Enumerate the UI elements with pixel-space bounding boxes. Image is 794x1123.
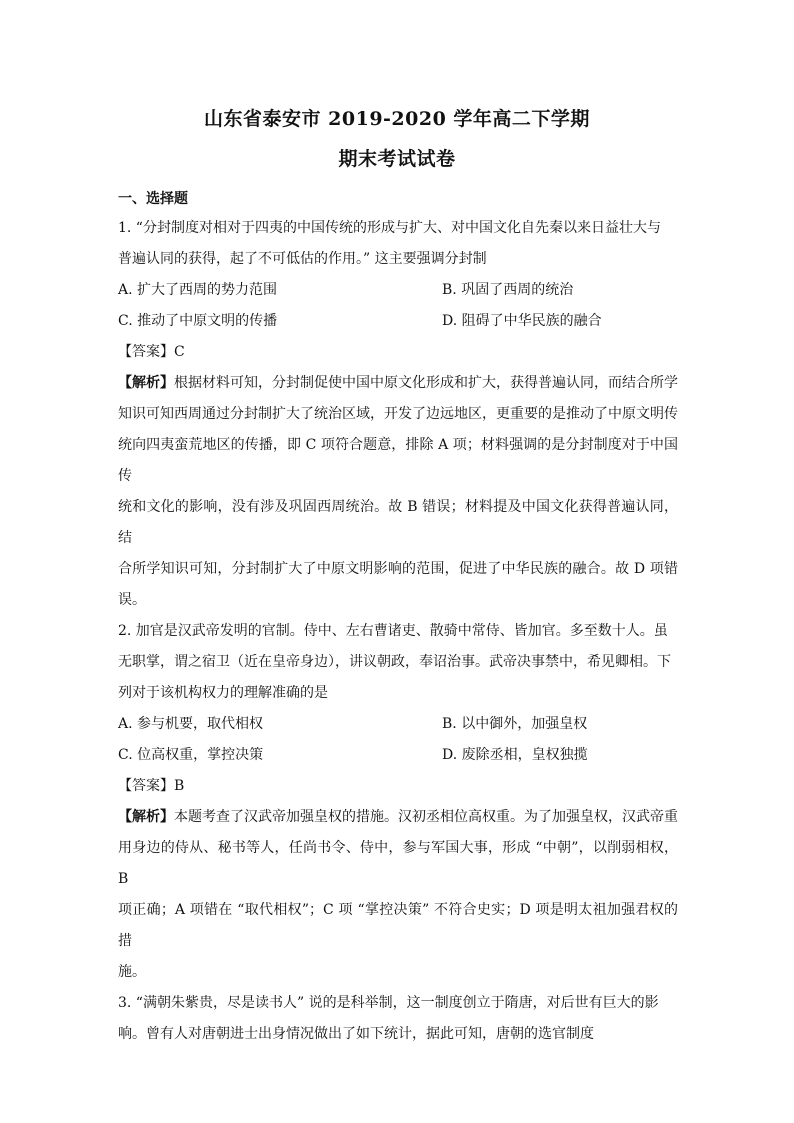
q1-option-a: A. 扩大了西周的势力范围 — [118, 282, 278, 298]
q2-analysis-line: 用身边的侍从、秘书等人，任尚书令、侍中，参与军国大事，形成 “中朝”，以削弱相权，B — [118, 840, 678, 887]
q1-analysis-line: 合所学知识可知，分封制扩大了中原文明影响的范围，促进了中华民族的融合。故 D 项错误。 — [118, 561, 678, 608]
q1-options-row — [118, 275, 678, 306]
q1-options-row — [118, 306, 678, 337]
q2-analysis-text: 本题考查了汉武帝加强皇权的措施。汉初丞相位高权重。为了加强皇权，汉武帝重 — [174, 809, 678, 825]
q2-options-row — [118, 740, 678, 771]
q1-analysis-line — [118, 368, 678, 399]
q1-analysis-label: 【解析】 — [118, 375, 174, 391]
exam-subtitle: 期末考试试卷 — [338, 148, 456, 170]
q2-option-c: C. 位高权重，掌控决策 — [118, 747, 264, 763]
q2-analysis-line: 项正确；A 项错在 “取代相权”；C 项 “掌控决策” 不符合史实；D 项是明太祖加强君权的措 — [118, 902, 678, 949]
q2-analysis-label: 【解析】 — [118, 809, 174, 825]
exam-title: 山东省泰安市 2019-2020 学年高二下学期 — [204, 108, 590, 130]
q2-stem-line: 列对于该机构权力的理解准确的是 — [118, 685, 328, 701]
q2-analysis-line — [118, 802, 678, 833]
q1-stem-line: 1. “分封制度对相对于四夷的中国传统的形成与扩大、对中国文化自先秦以来日益壮大与 — [118, 220, 661, 236]
q2-option-b: B. 以中御外，加强皇权 — [442, 716, 588, 732]
q1-option-c: C. 推动了中原文明的传播 — [118, 313, 278, 329]
q1-option-d: D. 阻碍了中华民族的融合 — [442, 313, 602, 329]
q1-analysis-line: 知识可知西周通过分封制扩大了统治区域，开发了边远地区，更重要的是推动了中原文明传 — [118, 406, 678, 422]
q1-analysis-text: 根据材料可知，分封制促使中国中原文化形成和扩大，获得普遍认同，而结合所学 — [174, 375, 678, 391]
q2-options-row — [118, 709, 678, 740]
q1-answer: 【答案】C — [118, 344, 185, 360]
q2-stem-line: 无职掌，谓之宿卫（近在皇帝身边），讲议朝政，奉诏治事。武帝决事禁中，希见卿相。下 — [118, 654, 671, 670]
q1-option-b: B. 巩固了西周的统治 — [442, 282, 574, 298]
q1-stem-line: 普遍认同的获得，起了不可低估的作用。” 这主要强调分封制 — [118, 251, 487, 267]
section-heading: 一、选择题 — [118, 191, 188, 207]
q2-option-a: A. 参与机要，取代相权 — [118, 716, 264, 732]
q2-stem-line: 2. 加官是汉武帝发明的官制。侍中、左右曹诸吏、散骑中常侍、皆加官。多至数十人。虽 — [118, 623, 668, 639]
q2-answer: 【答案】B — [118, 778, 185, 794]
q2-option-d: D. 废除丞相，皇权独揽 — [442, 747, 588, 763]
q2-analysis-line: 施。 — [118, 964, 146, 980]
q1-analysis-line: 统向四夷蛮荒地区的传播，即 C 项符合题意，排除 A 项；材料强调的是分封制度对于中国传 — [118, 437, 678, 484]
q1-analysis-line: 统和文化的影响，没有涉及巩固西周统治。故 B 错误；材料提及中国文化获得普遍认同，结 — [118, 499, 678, 546]
question-list — [118, 213, 678, 1050]
q3-stem-line: 3. “满朝朱紫贵，尽是读书人” 说的是科举制，这一制度创立于隋唐，对后世有巨大的影 — [118, 995, 659, 1011]
q3-stem-line: 响。曾有人对唐朝进士出身情况做出了如下统计，据此可知，唐朝的选官制度 — [118, 1026, 594, 1042]
